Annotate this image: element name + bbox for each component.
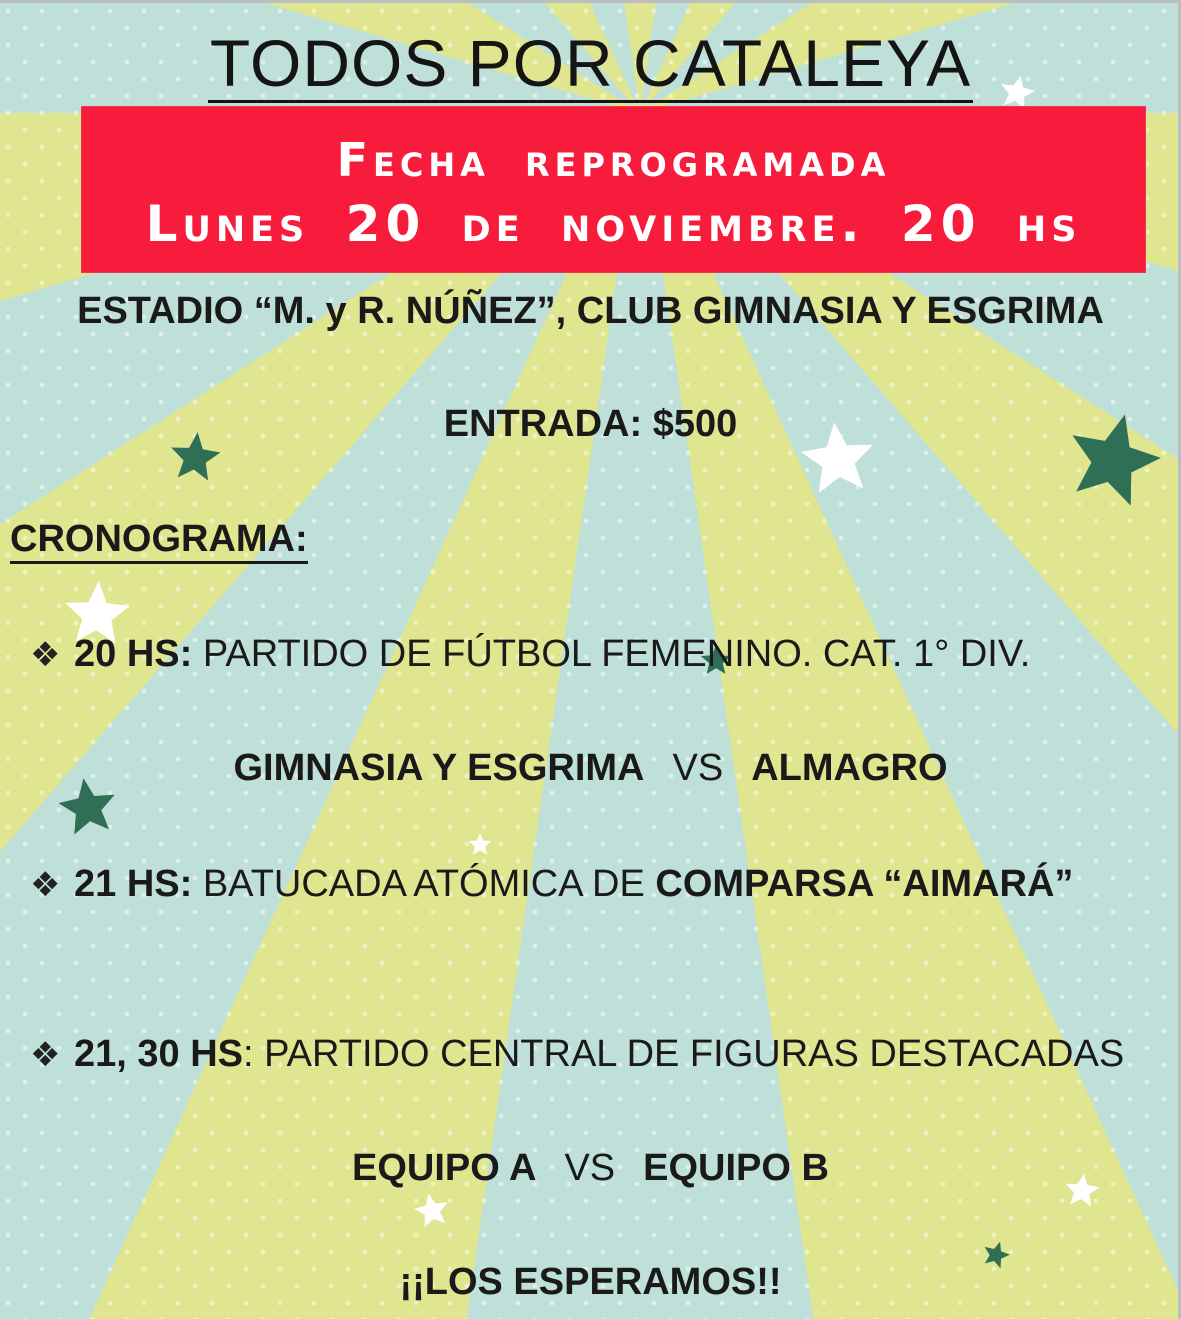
match-away-team: EQUIPO B	[643, 1147, 829, 1189]
match-home-team: GIMNASIA Y ESGRIMA	[233, 747, 645, 789]
match-line	[0, 1147, 1181, 1190]
match-away-team: ALMAGRO	[751, 747, 948, 789]
venue-text: ESTADIO “M. y R. NÚÑEZ”, CLUB GIMNASIA Y ESGRIMA	[77, 290, 1104, 332]
poster-title	[0, 25, 1181, 103]
diamond-bullet-icon: ❖	[30, 1035, 61, 1075]
schedule-text-bold: COMPARSA “AIMARÁ”	[655, 863, 1074, 905]
rescheduled-banner	[82, 107, 1145, 272]
schedule-time: 20 HS:	[74, 633, 193, 675]
match-vs: VS	[564, 1147, 616, 1189]
schedule-text: BATUCADA ATÓMICA DE	[192, 863, 656, 905]
diamond-bullet-icon: ❖	[30, 865, 61, 905]
schedule-item	[30, 1033, 1124, 1076]
entry-price: ENTRADA: $500	[443, 403, 738, 445]
schedule-text: PARTIDO DE FÚTBOL FEMENINO. CAT. 1° DIV.	[192, 633, 1031, 675]
match-vs: VS	[672, 747, 724, 789]
closing-message: ¡¡LOS ESPERAMOS!!	[399, 1261, 782, 1303]
match-home-team: EQUIPO A	[352, 1147, 537, 1189]
banner-line-2: Lunes 20 de noviembre. 20 hs	[145, 195, 1082, 253]
banner-line-1: Fecha reprogramada	[336, 133, 891, 187]
schedule-time: 21 HS:	[74, 863, 193, 905]
schedule-item	[30, 633, 1030, 676]
schedule-item	[30, 863, 1073, 906]
poster-title-text: TODOS POR CATALEYA	[208, 26, 973, 103]
match-line	[0, 747, 1181, 790]
diamond-bullet-icon: ❖	[30, 635, 61, 675]
schedule-heading: CRONOGRAMA:	[10, 517, 308, 564]
schedule-text: : PARTIDO CENTRAL DE FIGURAS DESTACADAS	[243, 1033, 1125, 1075]
schedule-time: 21, 30 HS	[74, 1033, 243, 1075]
